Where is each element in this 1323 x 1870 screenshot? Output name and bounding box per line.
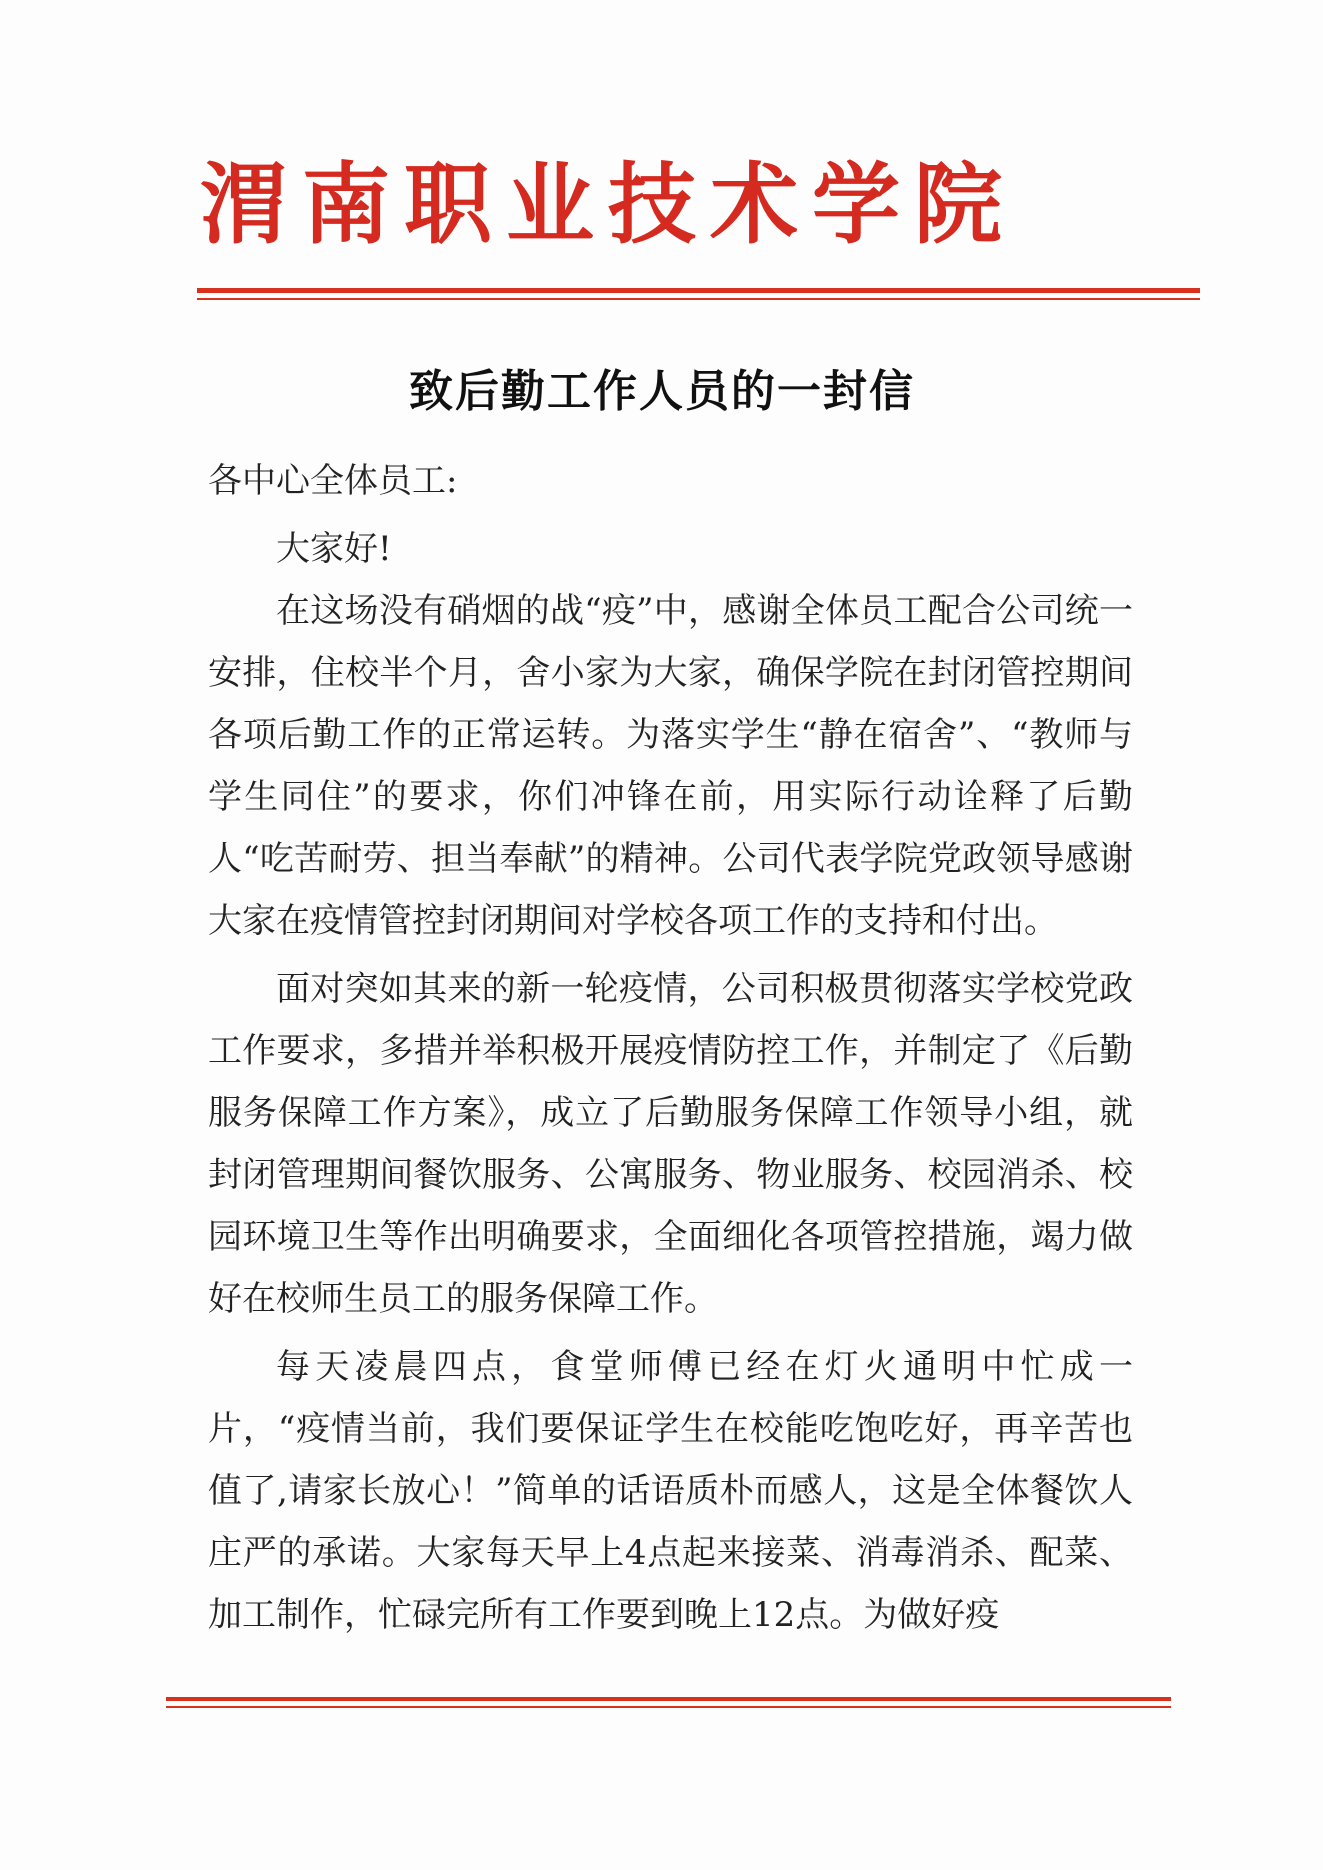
document-title: 致后勤工作人员的一封信 xyxy=(409,366,915,417)
footer-rule-thin xyxy=(166,1706,1171,1708)
letter-body xyxy=(208,450,1133,1646)
paragraph-2: 面对突如其来的新一轮疫情，公司积极贯彻落实学校党政工作要求，多措并举积极开展疫情防控工作，并制定了《后勤服务保障工作方案》，成立了后勤服务保障工作领导小组，就封闭管理期间餐饮服务、公寓服务、物业服务、校园消杀、校园环境卫生等作出明确要求，全面细化各项管控措施，竭力做好在校师生员工的服务保障工作。 xyxy=(208,969,1133,1319)
paragraph-3: 每天凌晨四点，食堂师傅已经在灯火通明中忙成一片，“疫情当前，我们要保证学生在校能吃饱吃好，再辛苦也值了,请家长放心！”简单的话语质朴而感人，这是全体餐饮人庄严的承诺。大家每天早上4点起来接菜、消毒消杀、配菜、加工制作，忙碌完所有工作要到晚上12点。为做好疫 xyxy=(208,1347,1133,1635)
greeting: 大家好! xyxy=(276,529,392,569)
salutation: 各中心全体员工: xyxy=(208,461,458,501)
footer-rule-thick xyxy=(166,1697,1171,1701)
letterhead-title: 渭南职业技术学院 xyxy=(200,152,1017,256)
letterhead-rule-thick xyxy=(197,288,1200,293)
letterhead-rule-thin xyxy=(197,298,1200,300)
paragraph-1: 在这场没有硝烟的战“疫”中，感谢全体员工配合公司统一安排，住校半个月，舍小家为大家，确保学院在封闭管控期间各项后勤工作的正常运转。为落实学生“静在宿舍”、“教师与学生同住”的要求，你们冲锋在前，用实际行动诠释了后勤人“吃苦耐劳、担当奉献”的精神。公司代表学院党政领导感谢大家在疫情管控封闭期间对学校各项工作的支持和付出。 xyxy=(208,591,1133,941)
